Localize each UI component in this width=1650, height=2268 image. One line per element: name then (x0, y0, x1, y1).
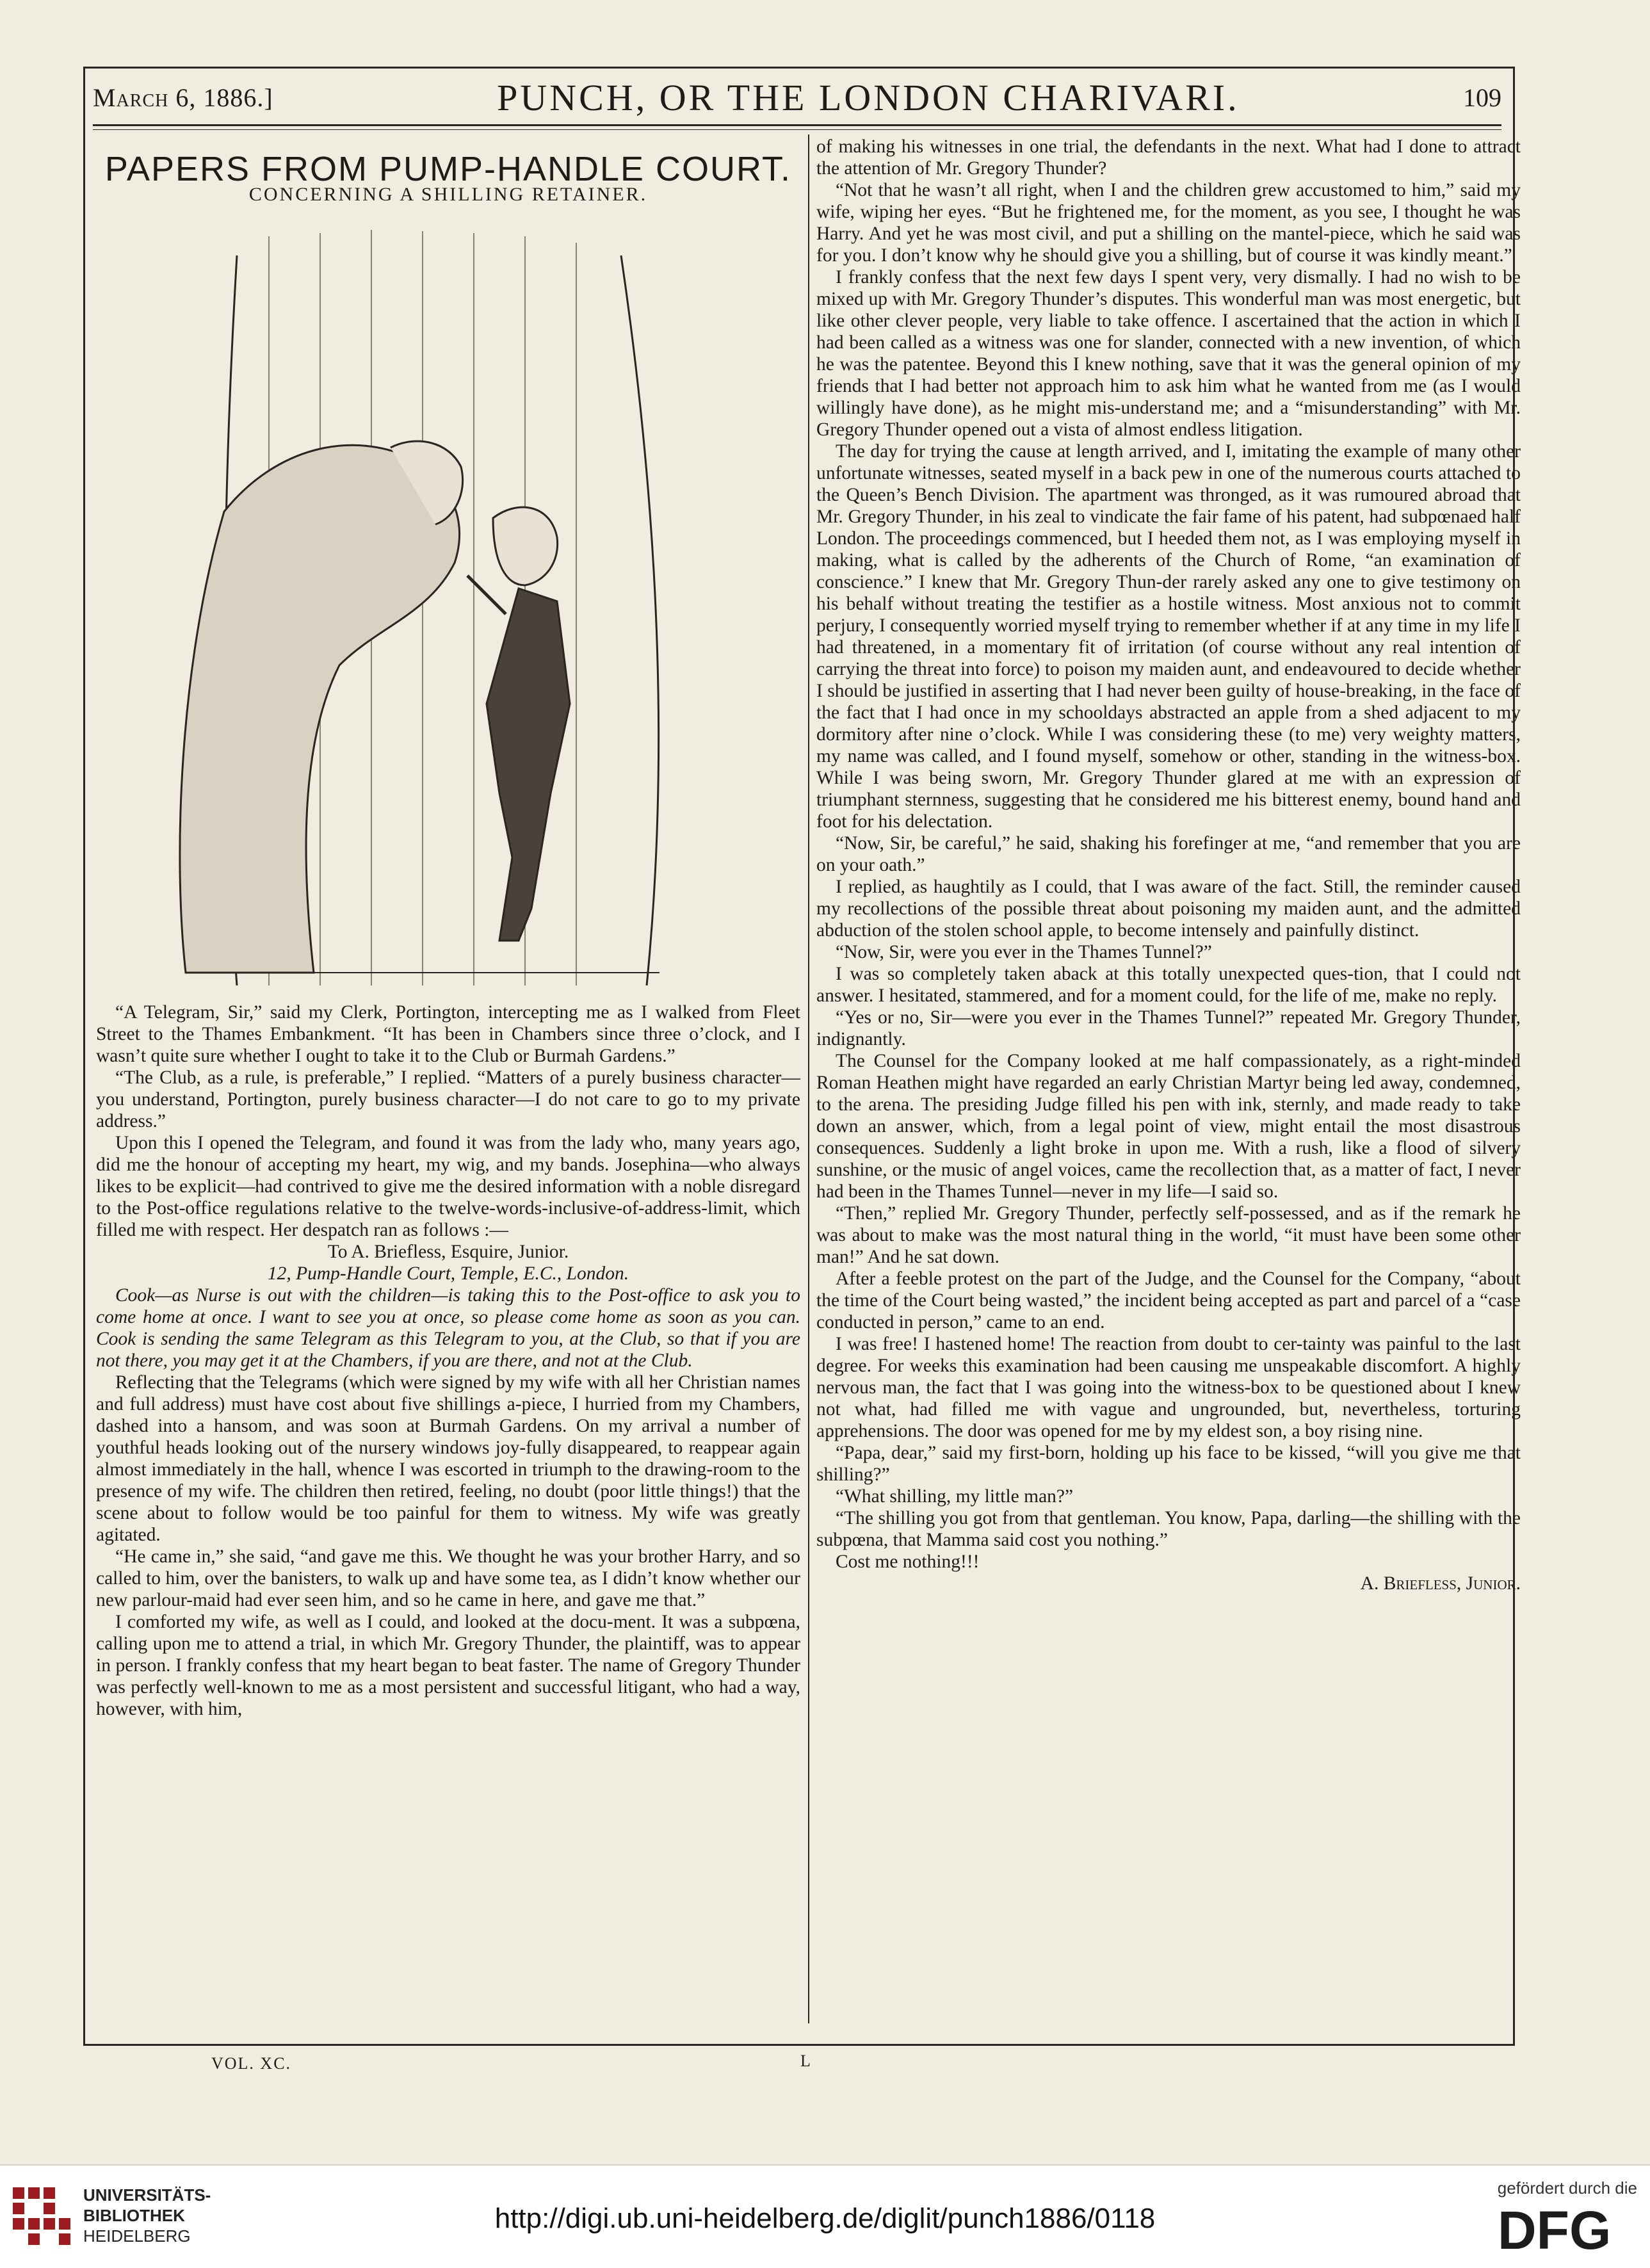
paragraph: I was free! I hastened home! The reaction from doubt to cer-tainty was painful to the last degree. For weeks this examination had been causing me unspeakable discomfort. A highly nervous man, the fact that I was going into the witness-box to be questioned about I knew not what, had filled me with vague and ungrounded, but, nevertheless, torturing apprehensions. The door was opened for me by my eldest son, a boy rising nine. (816, 1334, 1521, 1441)
left-column (96, 131, 800, 1720)
header-rule (93, 124, 1501, 126)
author-signature: A. Briefless, Junior. (1360, 1573, 1521, 1594)
dfg-logo-text: DFG (1498, 2203, 1612, 2254)
paragraph: I was so completely taken aback at this totally unexpected ques-tion, that I could not answer. I hesitated, stammered, and for a moment could, for the life of me, make no reply. (816, 964, 1521, 1006)
paragraph: I replied, as haughtily as I could, that I was aware of the fact. Still, the reminder caused my recollections of the possible threat about poisoning my maiden aunt, and the admitted abduction of the stolen school apple, to become intensely and painfully distinct. (816, 877, 1521, 941)
telegram-recipient: To A. Briefless, Esquire, Junior. (327, 1242, 569, 1262)
paragraph: The Counsel for the Company looked at me half compassionately, as a right-minded Roman Heathen might have regarded an early Christian Martyr being led away, condemned, to the arena. The presiding Judge filled his pen with ink, sternly, and made ready to take down an answer, which, from a legal point of view, might entail the most disastrous consequences. Suddenly a light broke in upon me. With a rush, like a flood of silvery sunshine, or the music of angel voices, came the recollection that, as a matter of fact, I never had been in the Thames Tunnel—never in my life—I said so. (816, 1051, 1521, 1202)
library-name-line: UNIVERSITÄTS- (83, 2185, 211, 2205)
paragraph: “He came in,” she said, “and gave me this. We thought he was your brother Harry, and so called to him, over the banisters, to walk up and have some tea, as I didn’t know whether our new parlour-maid had ever seen him, and so he came in here, and gave me that.” (96, 1546, 800, 1610)
digital-copy-link[interactable]: http://digi.ub.uni-heidelberg.de/diglit/punch1886/0118 (494, 2203, 1156, 2234)
issue-date: March 6, 1886.] (93, 83, 273, 112)
paragraph: “The Club, as a rule, is preferable,” I replied. “Matters of a purely business character—you understand, Portington, purely business character—I do not care to go to my private address.” (96, 1067, 800, 1131)
paragraph: “Now, Sir, were you ever in the Thames Tunnel?” (836, 942, 1212, 962)
digitization-footer (0, 2164, 1650, 2268)
library-name-line: BIBLIOTHEK (83, 2206, 185, 2225)
telegram-body: Cook—as Nurse is out with the children—is taking this to the Post-office to ask you to come home at once. I want to see you at once, so please come home as soon as you can. Cook is sending the same Telegram as this Telegram to you, at the Club, so that if you are not there, you may get it at the Chambers, if you are there, and not at the Club. (96, 1285, 800, 1371)
article-subtitle: CONCERNING A SHILLING RETAINER. (248, 184, 648, 205)
article-title: PAPERS FROM PUMP-HANDLE COURT. (104, 150, 792, 188)
paragraph: Upon this I opened the Telegram, and found it was from the lady who, many years ago, did me the honour of accepting my heart, my wig, and my bands. Josephina—who always likes to be explicit—had contrived to give me the desired information with a noble disregard to the Post-office regulations relative to the twelve-words-inclusive-of-address-limit, which filled me with respect. Her despatch ran as follows :— (96, 1133, 800, 1240)
publication-title: PUNCH, OR THE LONDON CHARIVARI. (497, 76, 1240, 118)
telegram-address: 12, Pump-Handle Court, Temple, E.C., London. (267, 1263, 629, 1284)
column-rule (808, 134, 809, 2023)
paragraph: After a feeble protest on the part of the Judge, and the Counsel for the Company, “about the time of the Court being wasted,” the incident being accepted as part and parcel of a “case conducted in person,” came to an end. (816, 1268, 1521, 1332)
paragraph: The day for trying the cause at length arrived, and I, imitating the example of many other unfortunate witnesses, seated myself in a back pew in one of the numerous courts attached to the Queen’s Bench Division. The apartment was thronged, as it was rumoured abroad that Mr. Gregory Thunder, in his zeal to vindicate the fair fame of his patent, had subpœnaed half London. The proceedings commenced, but I heeded them not, as I was employing myself in making, what is called by the adherents of the Church of Rome, “an examination of conscience.” I knew that Mr. Gregory Thun-der rarely asked any one to give testimony on his behalf without treating the testifier as a hostile witness. Most anxious not to commit perjury, I consequently worried myself trying to remember whether if at any time in my life I had threatened, in a momentary fit of irritation (of course without any real intention of carrying the threat into force) to poison my maiden aunt, and endeavoured to decide whether I should be justified in asserting that I had never been guilty of house-breaking, in the face of the fact that I had once in my schooldays abstracted an apple from a shed adjacent to my dormitory after nine o’clock. While I was considering these (to me) very weighty matters, my name was called, and I found myself, somehow or other, standing in the witness-box. While I was being sworn, Mr. Gregory Thunder glared at me with an expression of triumphant sternness, suggesting that he considered me his bitterest enemy, bound hand and foot for his delectation. (816, 441, 1521, 832)
paragraph: “What shilling, my little man?” (836, 1486, 1074, 1507)
paragraph: “Papa, dear,” said my first-born, holding up his face to be kissed, “will you give me that shilling?” (816, 1443, 1521, 1485)
paragraph: “A Telegram, Sir,” said my Clerk, Portington, intercepting me as I walked from Fleet Street to the Thames Embankment. “It has been in Chambers since three o’clock, and I wasn’t quite sure whether I ought to take it to the Club or Burmah Gardens.” (96, 1002, 800, 1066)
volume-label: VOL. XC. (211, 2054, 292, 2073)
right-column (816, 136, 1521, 1594)
paragraph: I comforted my wife, as well as I could, and looked at the docu-ment. It was a subpœna, calling upon me to attend a trial, in which Mr. Gregory Thunder, the plaintiff, was to appear in person. I frankly confess that my heart began to beat faster. The name of Gregory Thunder was perfectly well-known to me as a most persistent and successful litigant, who had a way, however, with him, (96, 1612, 800, 1719)
paragraph: “Yes or no, Sir—were you ever in the Thames Tunnel?” repeated Mr. Gregory Thunder, indignantly. (816, 1007, 1521, 1049)
paragraph: of making his witnesses in one trial, the defendants in the next. What had I done to attract the attention of Mr. Gregory Thunder? (816, 136, 1521, 179)
library-name-line: HEIDELBERG (83, 2226, 191, 2246)
header-rule-thin (93, 129, 1501, 130)
paragraph: “Then,” replied Mr. Gregory Thunder, perfectly self-possessed, and as if the remark he was about to make was the most natural thing in the world, “it must have been some other man!” And he sat down. (816, 1203, 1521, 1267)
paragraph: Cost me nothing!!! (836, 1551, 980, 1572)
running-header (93, 72, 1501, 123)
paragraph: I frankly confess that the next few days I spent very, very dismally. I had no wish to be mixed up with Mr. Gregory Thunder’s disputes. This wonderful man was most energetic, but like other clever people, very liable to take offence. I ascertained that the action in which I had been called as a witness was one for slander, connected with a new invention, of which he was the patentee. Beyond this I knew nothing, save that it was the general opinion of my friends that I had better not approach him to ask him what he wanted from me (as I would willingly have done), as he might mis-understand me; and a “misunderstanding” with Mr. Gregory Thunder opened out a vista of almost endless litigation. (816, 267, 1521, 440)
page-number: 109 (1462, 83, 1501, 112)
paragraph: “Not that he wasn’t all right, when I and the children grew accustomed to him,” said my wife, wiping her eyes. “But he frightened me, for the moment, as you see, I thought he was Harry. And yet he was most civil, and put a shilling on the mantel-piece, which he said was for you. I don’t know why he should give you a shilling, but of course it was kindly meant.” (816, 180, 1521, 266)
illustration-clerk-and-boy (109, 217, 788, 995)
dfg-logo-icon (1498, 2203, 1632, 2254)
signature-mark: L (800, 2052, 811, 2070)
funding-label: gefördert durch die (1497, 2178, 1637, 2198)
paragraph: Reflecting that the Telegrams (which were signed by my wife with all her Christian names and full address) must have cost about five shillings a-piece, I hurried from my Chambers, dashed into a hansom, and was soon at Burmah Gardens. On my arrival a number of youthful heads looking out of the nursery windows joy-fully disappeared, to reappear again almost immediately in the hall, whence I was escorted in triumph to the drawing-room to the presence of my wife. The children then retired, feeling, no doubt (poor little things!) that the scene about to follow would be too painful for them to witness. My wife was greatly agitated. (96, 1372, 800, 1545)
paragraph: “Now, Sir, be careful,” he said, shaking his forefinger at me, “and remember that you are on your oath.” (816, 833, 1521, 875)
paragraph: “The shilling you got from that gentleman. You know, Papa, darling—the shilling with the subpœna, that Mamma said cost you nothing.” (816, 1508, 1521, 1550)
